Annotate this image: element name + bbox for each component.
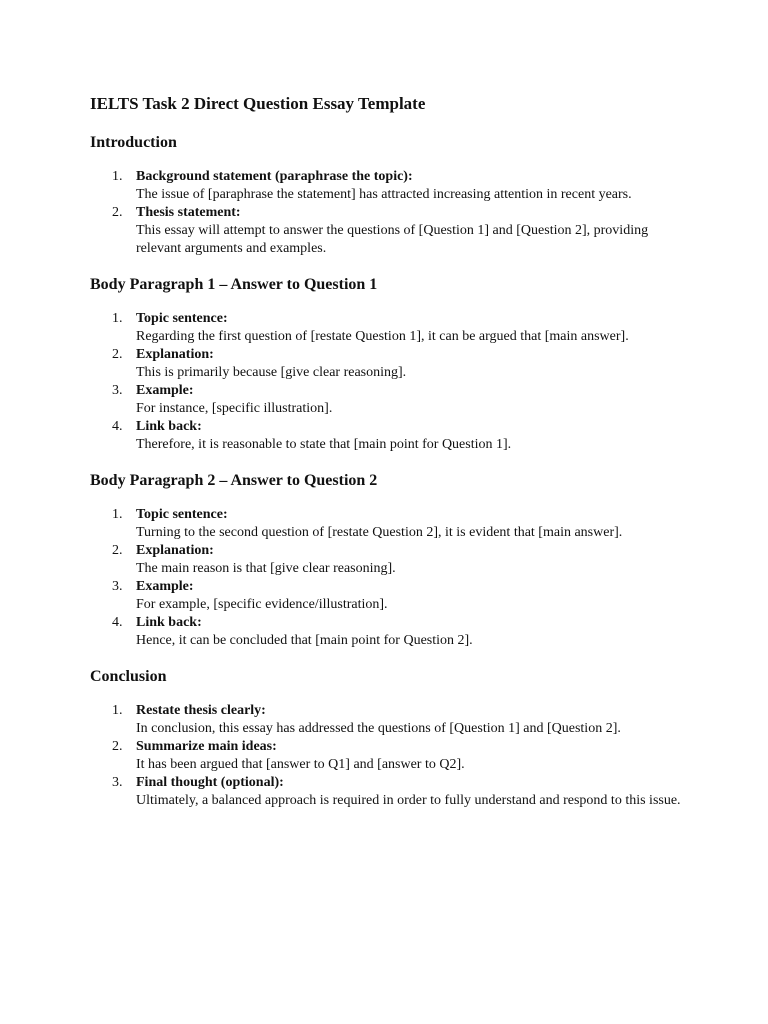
section-heading: Conclusion <box>90 668 167 685</box>
item-label: Example: <box>136 579 194 594</box>
item-number: 3. <box>112 383 123 398</box>
item-text: Ultimately, a balanced approach is required in order to fully understand and respond to this issue. <box>136 793 681 808</box>
item-label: Final thought (optional): <box>136 775 284 790</box>
item-label: Topic sentence: <box>136 311 228 326</box>
item-text: The issue of [paraphrase the statement] has attracted increasing attention in recent years. <box>136 187 632 202</box>
item-text: Therefore, it is reasonable to state that [main point for Question 1]. <box>136 437 512 452</box>
item-text: In conclusion, this essay has addressed the questions of [Question 1] and [Question 2]. <box>136 721 621 736</box>
list-item <box>90 418 690 454</box>
item-text: Regarding the first question of [restate Question 1], it can be argued that [main answer]. <box>136 329 629 344</box>
list-item <box>90 614 690 650</box>
item-label: Link back: <box>136 419 202 434</box>
list-item <box>90 702 690 738</box>
list-item <box>90 506 690 542</box>
list-item <box>90 204 690 258</box>
item-label: Restate thesis clearly: <box>136 703 266 718</box>
item-text: It has been argued that [answer to Q1] and [answer to Q2]. <box>136 757 465 772</box>
list-item <box>90 382 690 418</box>
section-body-paragraph-2 <box>90 470 690 650</box>
numbered-list <box>90 168 690 258</box>
item-label: Explanation: <box>136 543 214 558</box>
section-heading: Body Paragraph 2 – Answer to Question 2 <box>90 472 378 489</box>
item-label: Topic sentence: <box>136 507 228 522</box>
item-label: Link back: <box>136 615 202 630</box>
numbered-list <box>90 506 690 650</box>
list-item <box>90 168 690 204</box>
section-body-paragraph-1 <box>90 274 690 454</box>
item-label: Background statement (paraphrase the topic): <box>136 169 413 184</box>
list-item <box>90 738 690 774</box>
item-number: 1. <box>112 311 123 326</box>
list-item <box>90 310 690 346</box>
item-number: 1. <box>112 703 123 718</box>
item-label: Summarize main ideas: <box>136 739 277 754</box>
item-label: Explanation: <box>136 347 214 362</box>
list-item <box>90 542 690 578</box>
item-number: 2. <box>112 347 123 362</box>
item-number: 4. <box>112 615 123 630</box>
document-title: IELTS Task 2 Direct Question Essay Template <box>90 94 426 113</box>
section-introduction <box>90 132 690 258</box>
item-number: 1. <box>112 169 123 184</box>
item-text: This is primarily because [give clear reasoning]. <box>136 365 407 380</box>
item-number: 2. <box>112 739 123 754</box>
list-item <box>90 578 690 614</box>
list-item <box>90 346 690 382</box>
item-label: Thesis statement: <box>136 205 241 220</box>
item-text: For example, [specific evidence/illustration]. <box>136 597 388 612</box>
section-heading: Body Paragraph 1 – Answer to Question 1 <box>90 276 378 293</box>
item-text: Turning to the second question of [restate Question 2], it is evident that [main answer]. <box>136 525 623 540</box>
item-text: Hence, it can be concluded that [main point for Question 2]. <box>136 633 473 648</box>
item-number: 2. <box>112 543 123 558</box>
section-conclusion <box>90 666 690 810</box>
item-text: For instance, [specific illustration]. <box>136 401 333 416</box>
item-number: 4. <box>112 419 123 434</box>
item-number: 2. <box>112 205 123 220</box>
item-number: 3. <box>112 775 123 790</box>
document-page <box>90 92 690 826</box>
section-heading: Introduction <box>90 134 177 151</box>
item-number: 1. <box>112 507 123 522</box>
list-item <box>90 774 690 810</box>
item-number: 3. <box>112 579 123 594</box>
numbered-list <box>90 310 690 454</box>
numbered-list <box>90 702 690 810</box>
item-text: The main reason is that [give clear reasoning]. <box>136 561 396 576</box>
item-label: Example: <box>136 383 194 398</box>
item-text: This essay will attempt to answer the questions of [Question 1] and [Question 2], providing relevant arguments and examples. <box>136 223 649 256</box>
